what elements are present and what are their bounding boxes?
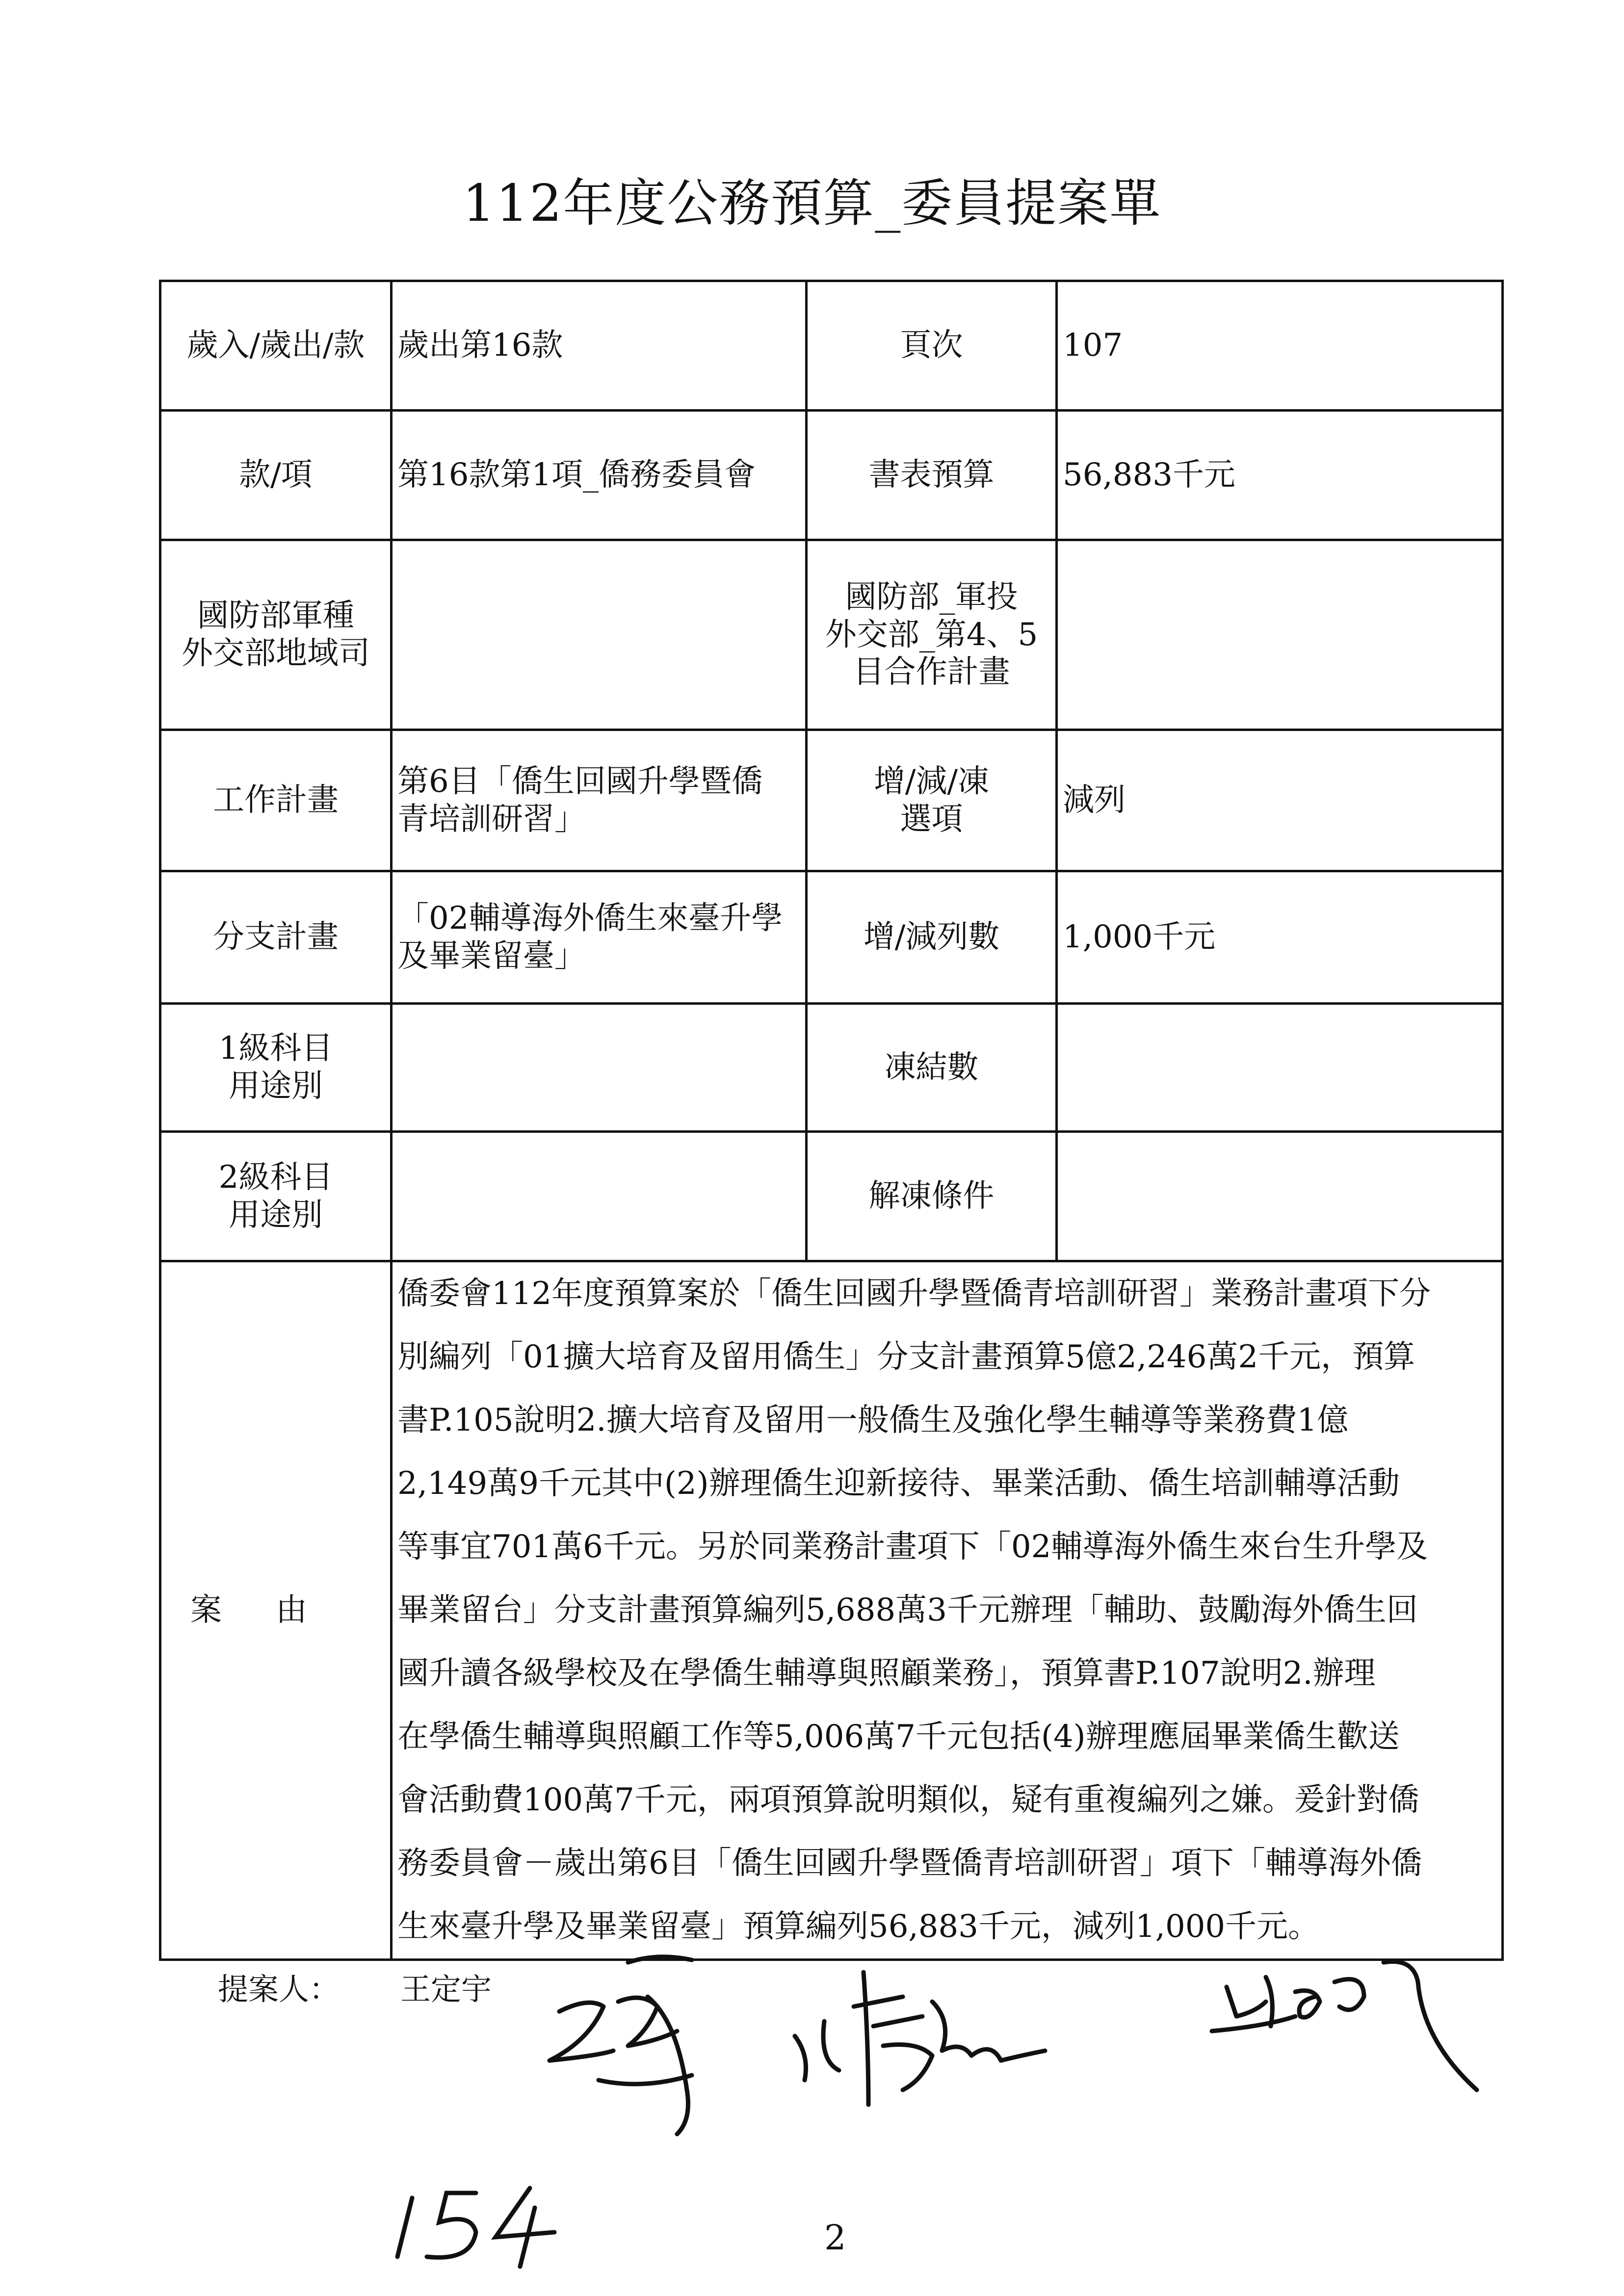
field-value: [1057, 1004, 1503, 1132]
table-row: [160, 1004, 1503, 1132]
reason-line: 生來臺升學及畢業留臺」預算編列56,883千元，減列1,000千元。: [397, 1908, 1320, 1945]
value-line: 青培訓研習」: [397, 801, 586, 837]
signature-3: [1212, 1961, 1477, 2090]
label-line: 選項: [900, 801, 963, 837]
field-label: 凍結數: [807, 1004, 1057, 1132]
reason-line: 書P.105說明2.擴大培育及留用一般僑生及強化學生輔導等業務費1億: [397, 1402, 1349, 1438]
value-line: 「02輔導海外僑生來臺升學: [397, 900, 783, 937]
label-line: 增/減/凍: [873, 763, 990, 800]
field-value: 1,000千元: [1057, 871, 1503, 1004]
reason-line: 別編列「01擴大培育及留用僑生」分支計畫預算5億2,246萬2千元，預算: [397, 1339, 1415, 1375]
value-line: 第6目「僑生回國升學暨僑: [397, 763, 763, 800]
reason-line: 國升讀各級學校及在學僑生輔導與照顧業務」，預算書P.107說明2.辦理: [397, 1655, 1376, 1692]
reason-line: 2,149萬9千元其中(2)辦理僑生迎新接待、畢業活動、僑生培訓輔導活動: [397, 1465, 1400, 1502]
reason-line: 等事宜701萬6千元。另於同業務計畫項下「02輔導海外僑生來台生升學及: [397, 1529, 1428, 1565]
field-label: 歲入/歲出/款: [160, 281, 392, 411]
table-row: [160, 540, 1503, 730]
label-line: 外交部_第4、5: [825, 616, 1038, 653]
page-number: 2: [824, 2218, 846, 2258]
reason-line: 僑委會112年度預算案於「僑生回國升學暨僑青培訓研習」業務計畫項下分: [397, 1276, 1431, 1312]
reason-line: 會活動費100萬7千元，兩項預算說明類似，疑有重複編列之嫌。爰針對僑: [397, 1782, 1419, 1818]
field-value: [392, 540, 807, 730]
signature-2: [795, 1972, 1045, 2105]
value-line: 及畢業留臺」: [397, 938, 586, 974]
field-value: [392, 730, 807, 871]
handwritten-number: [393, 2178, 589, 2276]
proposer-label: 提案人：: [218, 1971, 340, 2007]
label-line: 國防部_軍投: [845, 578, 1018, 615]
label-line: 2級科目: [218, 1159, 333, 1196]
field-label: [160, 1132, 392, 1261]
handwritten-signatures: [530, 1943, 1531, 2178]
table-row: [160, 411, 1503, 540]
field-value: 減列: [1057, 730, 1503, 871]
field-value: [1057, 1132, 1503, 1261]
table-row: [160, 1132, 1503, 1261]
reason-line: 在學僑生輔導與照顧工作等5,006萬7千元包括(4)辦理應屆畢業僑生歡送: [397, 1719, 1400, 1755]
label-line: 目合作計畫: [853, 654, 1010, 691]
proposal-form-table: [159, 280, 1504, 1961]
field-value: 56,883千元: [1057, 411, 1503, 540]
field-label: 分支計畫: [160, 871, 392, 1004]
field-value: 第16款第1項_僑務委員會: [392, 411, 807, 540]
field-label: 解凍條件: [807, 1132, 1057, 1261]
table-row: [160, 281, 1503, 411]
reason-text: [392, 1261, 1503, 1960]
table-row: [160, 871, 1503, 1004]
field-label: 頁次: [807, 281, 1057, 411]
proposer-name: 王定宇: [400, 1971, 492, 2007]
field-value: [392, 1004, 807, 1132]
field-value: 107: [1057, 281, 1503, 411]
field-label: [807, 730, 1057, 871]
label-line: 國防部軍種: [197, 598, 354, 634]
field-label: 款/項: [160, 411, 392, 540]
field-value: [1057, 540, 1503, 730]
reason-line: 務委員會－歲出第6目「僑生回國升學暨僑青培訓研習」項下「輔導海外僑: [397, 1845, 1422, 1881]
label-line: 用途別: [229, 1197, 323, 1233]
label-line: 1級科目: [218, 1030, 333, 1067]
table-row-reason: [160, 1261, 1503, 1960]
table-row: [160, 730, 1503, 871]
field-label: [807, 540, 1057, 730]
field-label: [160, 1004, 392, 1132]
field-value: [392, 1132, 807, 1261]
field-label: [160, 540, 392, 730]
reason-line: 畢業留台」分支計畫預算編列5,688萬3千元辦理「輔助、鼓勵海外僑生回: [397, 1592, 1418, 1628]
field-label: 工作計畫: [160, 730, 392, 871]
field-label: 書表預算: [807, 411, 1057, 540]
field-value: [392, 871, 807, 1004]
reason-label: 案由: [160, 1261, 392, 1960]
label-line: 用途別: [229, 1068, 323, 1104]
page-title: 112年度公務預算_委員提案單: [462, 173, 1162, 233]
field-value: 歲出第16款: [392, 281, 807, 411]
field-label: 增/減列數: [807, 871, 1057, 1004]
label-line: 外交部地域司: [182, 635, 370, 672]
signature-1: [550, 1957, 692, 2134]
